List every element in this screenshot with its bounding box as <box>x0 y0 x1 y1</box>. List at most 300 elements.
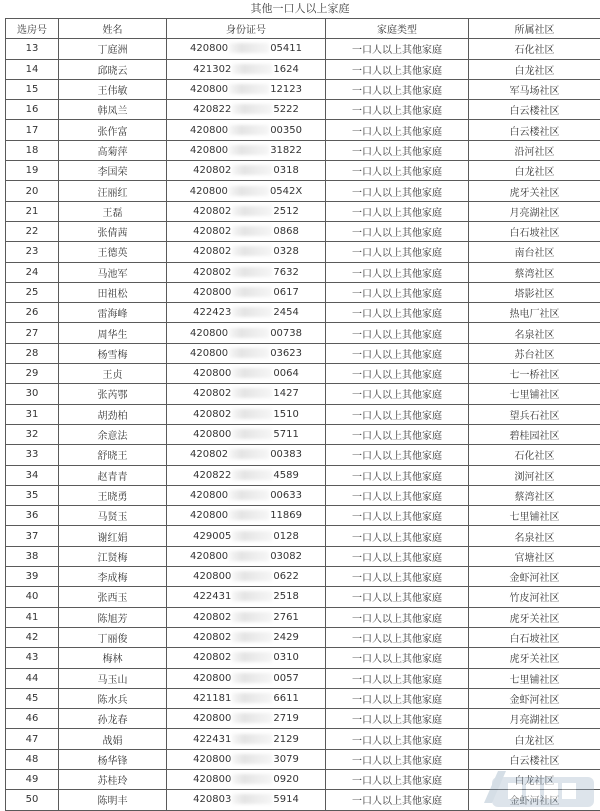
id-prefix: 420802 <box>193 652 232 664</box>
name-cell: 马贤玉 <box>59 506 167 526</box>
header-room-no: 选房号 <box>6 19 59 39</box>
community-cell: 白龙社区 <box>469 59 600 79</box>
id-redaction-blur <box>232 165 272 175</box>
id-number-cell <box>167 384 326 404</box>
room-no-cell: 20 <box>6 181 59 201</box>
id-prefix: 420802 <box>193 246 232 258</box>
name-cell: 李国荣 <box>59 161 167 181</box>
id-number-cell <box>167 39 326 59</box>
id-number-cell <box>167 485 326 505</box>
id-suffix: 6611 <box>273 692 299 704</box>
table-row <box>6 364 600 384</box>
id-number <box>193 673 299 684</box>
table-row <box>6 688 600 708</box>
id-suffix: 12123 <box>270 84 302 96</box>
id-suffix: 0868 <box>273 226 299 238</box>
id-number-cell <box>167 729 326 749</box>
id-prefix: 420802 <box>193 226 232 238</box>
id-prefix: 420800 <box>193 753 232 765</box>
id-suffix: 2761 <box>273 611 299 623</box>
id-number <box>193 652 299 663</box>
room-no-cell: 36 <box>6 506 59 526</box>
id-number-cell <box>167 424 326 444</box>
id-number-cell <box>167 567 326 587</box>
id-suffix: 0328 <box>273 246 299 258</box>
id-suffix: 1624 <box>273 63 299 75</box>
community-cell: 白龙社区 <box>469 769 600 789</box>
family-type-cell: 一口人以上其他家庭 <box>326 201 469 221</box>
table-row <box>6 242 600 262</box>
id-suffix: 0064 <box>273 368 299 380</box>
community-cell: 白石坡社区 <box>469 221 600 241</box>
id-prefix: 420800 <box>193 368 232 380</box>
id-suffix: 5914 <box>273 794 299 806</box>
family-type-cell: 一口人以上其他家庭 <box>326 39 469 59</box>
id-redaction-blur <box>229 43 269 53</box>
id-redaction-blur <box>232 754 272 764</box>
id-redaction-blur <box>229 449 269 459</box>
id-suffix: 2719 <box>273 713 299 725</box>
table-row <box>6 648 600 668</box>
name-cell: 张西玉 <box>59 587 167 607</box>
id-number-cell <box>167 262 326 282</box>
id-number <box>190 328 302 339</box>
id-number <box>193 267 299 278</box>
family-type-cell: 一口人以上其他家庭 <box>326 303 469 323</box>
id-prefix: 420800 <box>190 84 229 96</box>
community-cell: 白龙社区 <box>469 161 600 181</box>
id-suffix: 0318 <box>273 165 299 177</box>
id-suffix: 05411 <box>270 43 302 55</box>
table-row <box>6 729 600 749</box>
room-no-cell: 14 <box>6 59 59 79</box>
id-redaction-blur <box>229 510 269 520</box>
id-number <box>193 632 299 643</box>
id-number <box>190 186 303 197</box>
family-type-cell: 一口人以上其他家庭 <box>326 100 469 120</box>
id-prefix: 420800 <box>190 144 229 156</box>
name-cell: 杨雪梅 <box>59 343 167 363</box>
id-suffix: 1510 <box>273 408 299 420</box>
id-suffix: 2129 <box>273 733 299 745</box>
id-prefix: 420800 <box>193 774 232 786</box>
name-cell: 雷海峰 <box>59 303 167 323</box>
page-title: 其他一口人以上家庭 <box>250 2 350 15</box>
community-cell: 虎牙关社区 <box>469 607 600 627</box>
name-cell: 韩凤兰 <box>59 100 167 120</box>
room-no-cell: 34 <box>6 465 59 485</box>
community-cell: 碧桂园社区 <box>469 424 600 444</box>
room-no-cell: 23 <box>6 242 59 262</box>
family-type-cell: 一口人以上其他家庭 <box>326 627 469 647</box>
id-suffix: 1427 <box>273 388 299 400</box>
community-cell: 竹皮河社区 <box>469 587 600 607</box>
id-suffix: 0542X <box>269 185 303 197</box>
table-row <box>6 627 600 647</box>
id-redaction-blur <box>232 794 272 804</box>
community-cell: 金虾河社区 <box>469 790 600 810</box>
room-no-cell: 30 <box>6 384 59 404</box>
room-no-cell: 48 <box>6 749 59 769</box>
id-number-cell <box>167 221 326 241</box>
id-redaction-blur <box>232 388 272 398</box>
id-redaction-blur <box>232 409 272 419</box>
id-prefix: 420800 <box>190 124 229 136</box>
name-cell: 战娟 <box>59 729 167 749</box>
id-prefix: 422431 <box>193 591 232 603</box>
id-prefix: 420822 <box>193 469 232 481</box>
id-suffix: 11869 <box>270 510 302 522</box>
id-number <box>193 226 299 237</box>
id-suffix: 0622 <box>273 571 299 583</box>
table-row <box>6 100 600 120</box>
family-type-cell: 一口人以上其他家庭 <box>326 729 469 749</box>
id-number-cell <box>167 242 326 262</box>
community-cell: 虎牙关社区 <box>469 181 600 201</box>
id-redaction-blur <box>232 470 272 480</box>
family-type-cell: 一口人以上其他家庭 <box>326 424 469 444</box>
id-redaction-blur <box>232 267 272 277</box>
family-type-cell: 一口人以上其他家庭 <box>326 668 469 688</box>
community-cell: 金虾河社区 <box>469 567 600 587</box>
id-number <box>190 551 302 562</box>
id-suffix: 0617 <box>273 287 299 298</box>
id-number <box>193 591 299 602</box>
name-cell: 陈明丰 <box>59 790 167 810</box>
family-type-cell: 一口人以上其他家庭 <box>326 607 469 627</box>
id-prefix: 421181 <box>193 692 232 704</box>
name-cell: 杨华锋 <box>59 749 167 769</box>
room-no-cell: 29 <box>6 364 59 384</box>
table-header-row <box>6 19 600 39</box>
table-row <box>6 769 600 789</box>
id-redaction-blur <box>232 64 272 74</box>
table-row <box>6 343 600 363</box>
id-number-cell <box>167 688 326 708</box>
family-type-cell: 一口人以上其他家庭 <box>326 769 469 789</box>
id-number-cell <box>167 364 326 384</box>
id-number <box>193 165 299 176</box>
id-redaction-blur <box>232 226 272 236</box>
family-type-cell: 一口人以上其他家庭 <box>326 445 469 465</box>
id-number <box>193 287 299 298</box>
id-number <box>193 734 299 745</box>
name-cell: 陈旭芳 <box>59 607 167 627</box>
name-cell: 周华生 <box>59 323 167 343</box>
id-redaction-blur <box>232 673 272 683</box>
room-no-cell: 35 <box>6 485 59 505</box>
family-type-cell: 一口人以上其他家庭 <box>326 384 469 404</box>
header-id-number: 身份证号 <box>167 19 326 39</box>
table-row <box>6 668 600 688</box>
id-redaction-blur <box>229 348 269 358</box>
id-suffix: 0128 <box>273 530 299 542</box>
id-number-cell <box>167 790 326 810</box>
room-no-cell: 40 <box>6 587 59 607</box>
id-prefix: 420800 <box>189 185 228 197</box>
id-number-cell <box>167 181 326 201</box>
community-cell: 七里铺社区 <box>469 668 600 688</box>
id-redaction-blur <box>232 612 272 622</box>
table-row <box>6 749 600 769</box>
table-row <box>6 384 600 404</box>
name-cell: 王伟敏 <box>59 79 167 99</box>
room-no-cell: 46 <box>6 709 59 729</box>
community-cell: 官塘社区 <box>469 546 600 566</box>
community-cell: 月亮湖社区 <box>469 709 600 729</box>
id-redaction-blur <box>232 531 272 541</box>
name-cell: 江贤梅 <box>59 546 167 566</box>
name-cell: 李成梅 <box>59 567 167 587</box>
room-no-cell: 19 <box>6 161 59 181</box>
room-no-cell: 38 <box>6 546 59 566</box>
id-suffix: 00738 <box>270 327 302 339</box>
name-cell: 马玉山 <box>59 668 167 688</box>
id-number-cell <box>167 140 326 160</box>
id-prefix: 420822 <box>193 104 232 116</box>
id-suffix: 31822 <box>270 144 302 156</box>
family-type-cell: 一口人以上其他家庭 <box>326 262 469 282</box>
community-cell: 白云楼社区 <box>469 100 600 120</box>
id-number <box>193 206 299 217</box>
family-type-cell: 一口人以上其他家庭 <box>326 485 469 505</box>
name-cell: 谢红娟 <box>59 526 167 546</box>
id-prefix: 420802 <box>193 611 232 623</box>
id-redaction-blur <box>232 287 272 297</box>
name-cell: 王磊 <box>59 201 167 221</box>
community-cell: 白石坡社区 <box>469 627 600 647</box>
name-cell: 舒晓王 <box>59 445 167 465</box>
name-cell: 张倩茜 <box>59 221 167 241</box>
id-suffix: 03623 <box>270 347 302 359</box>
table-row <box>6 607 600 627</box>
family-type-cell: 一口人以上其他家庭 <box>326 404 469 424</box>
name-cell: 赵青青 <box>59 465 167 485</box>
id-number-cell <box>167 607 326 627</box>
id-prefix: 420800 <box>190 489 229 501</box>
id-number <box>193 64 299 75</box>
family-type-cell: 一口人以上其他家庭 <box>326 790 469 810</box>
id-redaction-blur <box>232 774 272 784</box>
name-cell: 余意法 <box>59 424 167 444</box>
id-number-cell <box>167 648 326 668</box>
community-cell: 南台社区 <box>469 242 600 262</box>
id-number <box>193 713 299 724</box>
table-row <box>6 526 600 546</box>
family-type-cell: 一口人以上其他家庭 <box>326 282 469 302</box>
name-cell: 汪丽红 <box>59 181 167 201</box>
id-number-cell <box>167 79 326 99</box>
id-number-cell <box>167 59 326 79</box>
id-redaction-blur <box>229 186 269 196</box>
id-prefix: 420800 <box>193 287 232 298</box>
name-cell: 田祖松 <box>59 282 167 302</box>
id-number <box>193 693 299 704</box>
family-type-cell: 一口人以上其他家庭 <box>326 648 469 668</box>
id-redaction-blur <box>232 734 272 744</box>
id-redaction-blur <box>229 145 269 155</box>
family-type-cell: 一口人以上其他家庭 <box>326 546 469 566</box>
name-cell: 丁庭洲 <box>59 39 167 59</box>
family-type-cell: 一口人以上其他家庭 <box>326 221 469 241</box>
room-no-cell: 43 <box>6 648 59 668</box>
name-cell: 梅林 <box>59 648 167 668</box>
id-number-cell <box>167 120 326 140</box>
table-row <box>6 120 600 140</box>
id-number <box>193 429 299 440</box>
community-cell: 名泉社区 <box>469 323 600 343</box>
name-cell: 王德英 <box>59 242 167 262</box>
id-number <box>193 754 299 765</box>
name-cell: 丁丽俊 <box>59 627 167 647</box>
id-number <box>193 246 299 257</box>
id-number-cell <box>167 526 326 546</box>
table-row <box>6 404 600 424</box>
id-suffix: 0057 <box>273 672 299 684</box>
id-number <box>193 368 299 379</box>
family-type-cell: 一口人以上其他家庭 <box>326 364 469 384</box>
family-type-cell: 一口人以上其他家庭 <box>326 709 469 729</box>
table-row <box>6 790 600 810</box>
family-type-cell: 一口人以上其他家庭 <box>326 140 469 160</box>
table-row <box>6 587 600 607</box>
id-redaction-blur <box>229 490 269 500</box>
table-row <box>6 282 600 302</box>
table-row <box>6 79 600 99</box>
name-cell: 胡劲柏 <box>59 404 167 424</box>
id-number <box>193 612 299 623</box>
id-prefix: 422423 <box>193 307 232 319</box>
id-number-cell <box>167 587 326 607</box>
id-suffix: 03082 <box>270 550 302 562</box>
id-number <box>190 84 302 95</box>
community-cell: 月亮湖社区 <box>469 201 600 221</box>
name-cell: 王晓勇 <box>59 485 167 505</box>
table-row <box>6 140 600 160</box>
table-row <box>6 181 600 201</box>
id-redaction-blur <box>232 104 272 114</box>
community-cell: 蔡湾社区 <box>469 485 600 505</box>
family-type-cell: 一口人以上其他家庭 <box>326 749 469 769</box>
id-redaction-blur <box>232 713 272 723</box>
id-number <box>190 348 302 359</box>
family-type-cell: 一口人以上其他家庭 <box>326 181 469 201</box>
name-cell: 张芮鄂 <box>59 384 167 404</box>
room-no-cell: 22 <box>6 221 59 241</box>
family-type-cell: 一口人以上其他家庭 <box>326 343 469 363</box>
id-number <box>193 794 299 805</box>
room-no-cell: 33 <box>6 445 59 465</box>
community-cell: 虎牙关社区 <box>469 648 600 668</box>
housing-table <box>5 18 600 811</box>
id-number-cell <box>167 100 326 120</box>
community-cell: 金虾河社区 <box>469 688 600 708</box>
header-community: 所属社区 <box>469 19 600 39</box>
room-no-cell: 42 <box>6 627 59 647</box>
id-number <box>193 307 299 318</box>
id-number-cell <box>167 445 326 465</box>
id-suffix: 4589 <box>273 469 299 481</box>
room-no-cell: 41 <box>6 607 59 627</box>
id-suffix: 2429 <box>273 632 299 644</box>
room-no-cell: 15 <box>6 79 59 99</box>
id-number-cell <box>167 546 326 566</box>
room-no-cell: 50 <box>6 790 59 810</box>
table-body <box>6 39 600 810</box>
id-prefix: 420802 <box>193 388 232 400</box>
id-prefix: 420800 <box>193 571 232 583</box>
id-number-cell <box>167 404 326 424</box>
id-suffix: 2518 <box>273 591 299 603</box>
community-cell: 白云楼社区 <box>469 749 600 769</box>
room-no-cell: 39 <box>6 567 59 587</box>
id-number <box>193 571 299 582</box>
id-prefix: 420800 <box>190 347 229 359</box>
table-row <box>6 485 600 505</box>
id-number <box>193 774 299 785</box>
table-row <box>6 262 600 282</box>
id-number <box>193 531 299 542</box>
table-row <box>6 59 600 79</box>
id-prefix: 420800 <box>190 43 229 55</box>
family-type-cell: 一口人以上其他家庭 <box>326 587 469 607</box>
community-cell: 石化社区 <box>469 39 600 59</box>
id-prefix: 420800 <box>193 429 232 441</box>
community-cell: 浏河社区 <box>469 465 600 485</box>
id-suffix: 5222 <box>273 104 299 116</box>
room-no-cell: 49 <box>6 769 59 789</box>
table-row <box>6 445 600 465</box>
room-no-cell: 24 <box>6 262 59 282</box>
id-suffix: 2454 <box>273 307 299 319</box>
id-number <box>193 104 299 115</box>
community-cell: 白云楼社区 <box>469 120 600 140</box>
id-prefix: 420802 <box>190 449 229 461</box>
id-number <box>193 388 299 399</box>
id-prefix: 420800 <box>190 510 229 522</box>
id-number-cell <box>167 749 326 769</box>
id-redaction-blur <box>232 368 272 378</box>
header-family-type: 家庭类型 <box>326 19 469 39</box>
name-cell: 高菊萍 <box>59 140 167 160</box>
room-no-cell: 37 <box>6 526 59 546</box>
room-no-cell: 32 <box>6 424 59 444</box>
room-no-cell: 21 <box>6 201 59 221</box>
table-row <box>6 506 600 526</box>
id-redaction-blur <box>232 429 272 439</box>
id-number-cell <box>167 303 326 323</box>
family-type-cell: 一口人以上其他家庭 <box>326 688 469 708</box>
table-row <box>6 303 600 323</box>
name-cell: 孙龙春 <box>59 709 167 729</box>
id-number <box>190 510 302 521</box>
id-number-cell <box>167 506 326 526</box>
table-row <box>6 567 600 587</box>
id-number <box>190 490 302 501</box>
id-number-cell <box>167 323 326 343</box>
family-type-cell: 一口人以上其他家庭 <box>326 59 469 79</box>
id-prefix: 420802 <box>193 408 232 420</box>
id-prefix: 420800 <box>193 713 232 725</box>
community-cell: 名泉社区 <box>469 526 600 546</box>
id-number <box>193 409 299 420</box>
id-prefix: 420800 <box>190 550 229 562</box>
id-suffix: 0920 <box>273 774 299 786</box>
id-redaction-blur <box>232 206 272 216</box>
table-row <box>6 465 600 485</box>
id-prefix: 422431 <box>193 733 232 745</box>
id-suffix: 00350 <box>270 124 302 136</box>
